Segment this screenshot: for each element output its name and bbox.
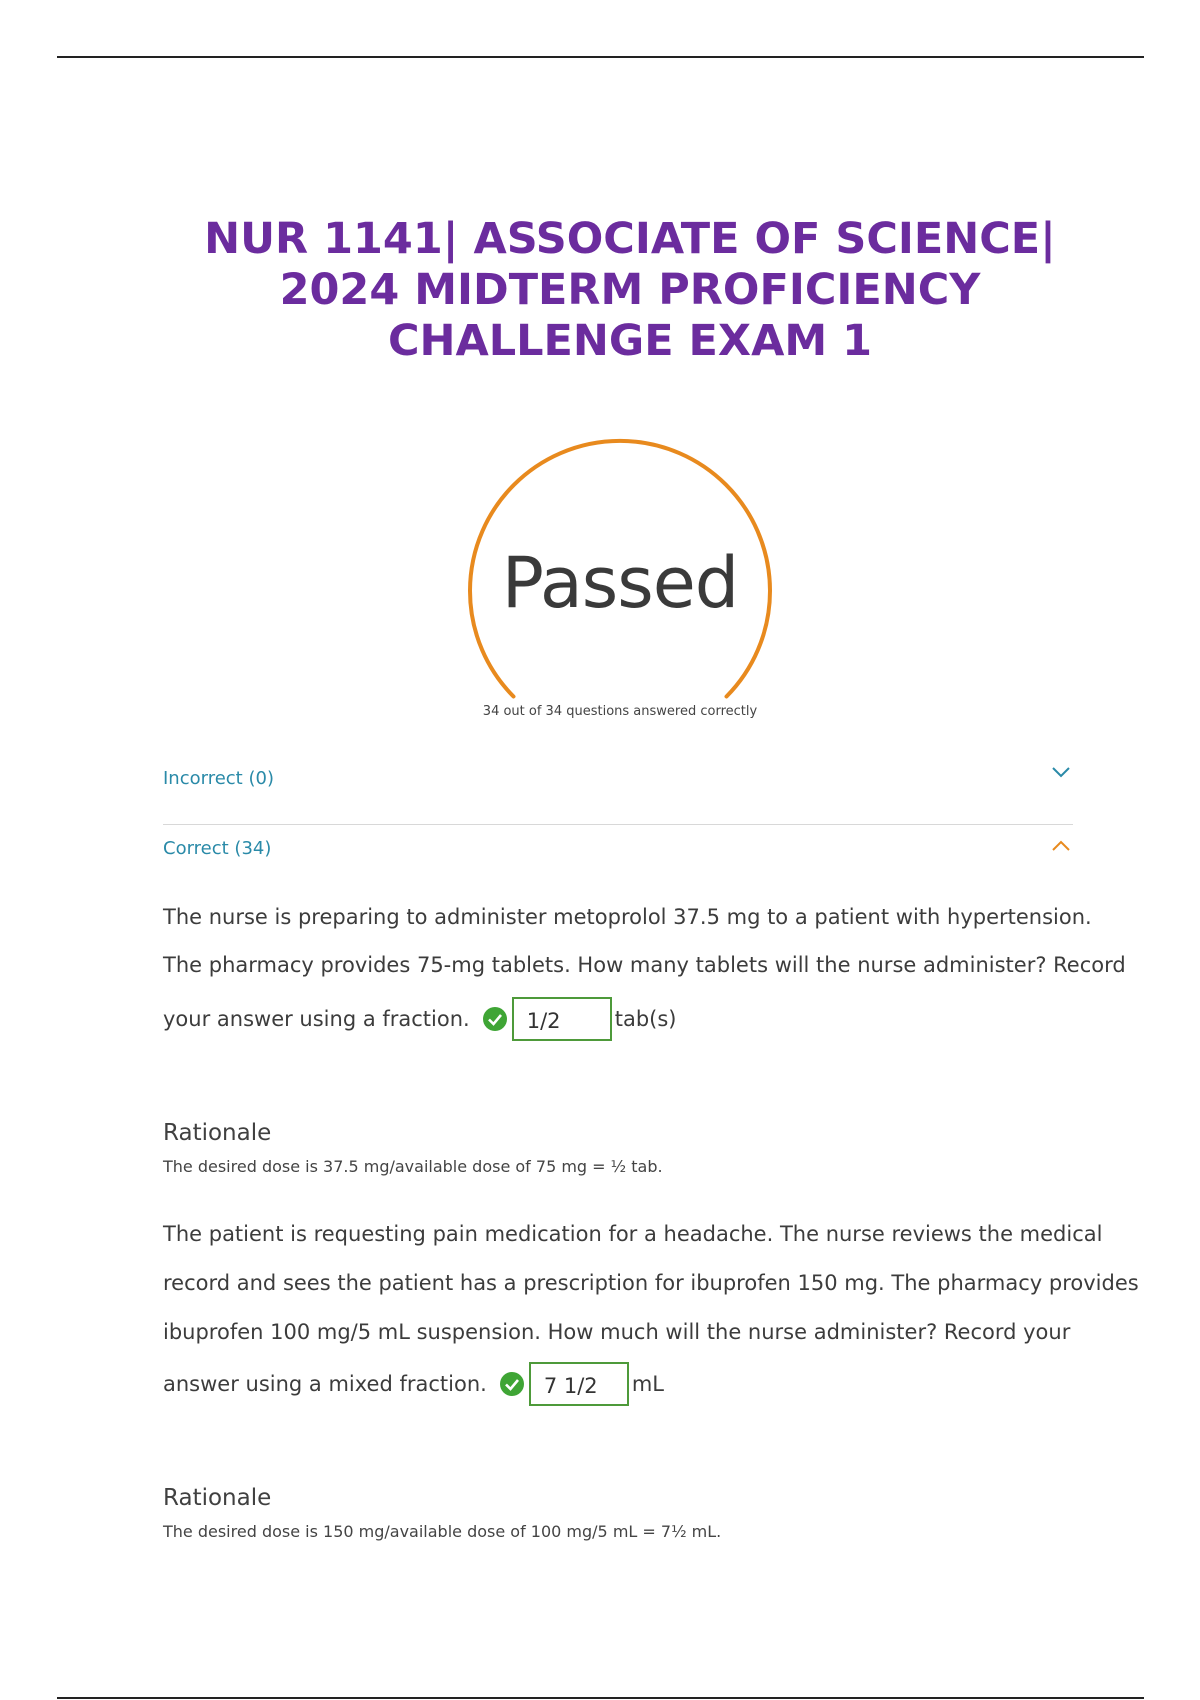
question-2-rationale: The desired dose is 150 mg/available dose of 100 mg/5 mL = 7½ mL.	[163, 1522, 722, 1541]
question-1-prompt-end: your answer using a fraction.	[163, 1007, 470, 1031]
question-1-answer-row	[163, 997, 676, 1041]
score-gauge	[460, 438, 780, 738]
result-summary: 34 out of 34 questions answered correctly	[482, 704, 758, 719]
top-rule	[57, 56, 1144, 58]
title-line-1: NUR 1141| ASSOCIATE OF SCIENCE|	[204, 214, 1056, 264]
check-circle-icon	[482, 1006, 508, 1032]
question-2-prompt-end: answer using a mixed fraction.	[163, 1372, 487, 1396]
incorrect-section-toggle[interactable]	[163, 760, 1073, 800]
section-divider	[163, 824, 1073, 825]
question-1-answer-field[interactable]: 1/2	[512, 997, 612, 1041]
correct-section-toggle[interactable]	[163, 830, 1073, 870]
question-1-line-1: The nurse is preparing to administer metoprolol 37.5 mg to a patient with hypertension.	[163, 905, 1092, 929]
question-1-rationale: The desired dose is 37.5 mg/available dose of 75 mg = ½ tab.	[163, 1157, 663, 1176]
chevron-down-icon[interactable]	[1049, 760, 1073, 784]
title-line-2: 2024 MIDTERM PROFICIENCY	[279, 265, 981, 315]
question-2-line-2: record and sees the patient has a prescription for ibuprofen 150 mg. The pharmacy provides	[163, 1271, 1139, 1295]
question-2-line-1: The patient is requesting pain medication for a headache. The nurse reviews the medical	[163, 1222, 1103, 1246]
question-1-rationale-heading: Rationale	[163, 1120, 272, 1146]
question-2-answer-field[interactable]: 7 1/2	[529, 1362, 629, 1406]
question-2-answer-row	[163, 1362, 664, 1406]
question-1-line-2: The pharmacy provides 75-mg tablets. How many tablets will the nurse administer? Record	[163, 953, 1126, 977]
title-line-3: CHALLENGE EXAM 1	[387, 316, 873, 366]
incorrect-section-label: Incorrect (0)	[163, 768, 274, 789]
question-1-unit: tab(s)	[614, 1007, 677, 1031]
correct-section-label: Correct (34)	[163, 838, 272, 859]
check-circle-icon	[499, 1371, 525, 1397]
question-2-unit: mL	[631, 1372, 664, 1396]
bottom-rule	[57, 1697, 1144, 1699]
question-2-rationale-heading: Rationale	[163, 1485, 272, 1511]
page-title	[0, 214, 1200, 367]
question-2-line-3: ibuprofen 100 mg/5 mL suspension. How much will the nurse administer? Record your	[163, 1320, 1071, 1344]
result-status: Passed	[501, 542, 739, 624]
chevron-up-icon[interactable]	[1049, 834, 1073, 858]
